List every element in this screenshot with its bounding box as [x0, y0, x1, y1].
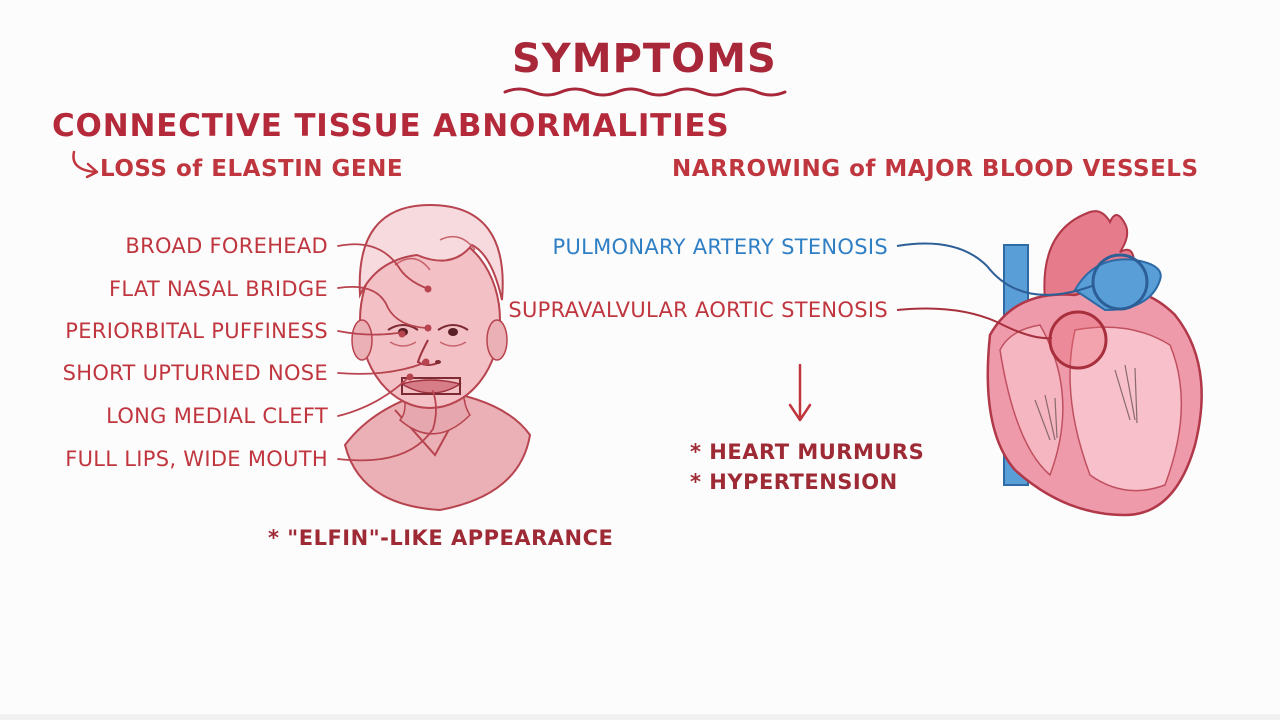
pulmonary-line-2: ARTERY STENOSIS	[692, 235, 888, 259]
elfin-note: * "ELFIN"-LIKE APPEARANCE	[268, 526, 614, 550]
label-periorbital-puffiness: PERIORBITAL PUFFINESS	[65, 319, 328, 343]
vessels-heading: NARROWING of MAJOR BLOOD VESSELS	[672, 156, 1199, 182]
label-broad-forehead: BROAD FOREHEAD	[125, 234, 328, 258]
title-underline	[505, 89, 785, 95]
pulmonary-line-1: PULMONARY	[552, 235, 686, 259]
label-full-lips-wide-mouth: FULL LIPS, WIDE MOUTH	[65, 447, 328, 471]
page-title: SYMPTOMS	[512, 36, 777, 82]
label-flat-nasal-bridge: FLAT NASAL BRIDGE	[108, 277, 328, 301]
label-long-medial-cleft: LONG MEDIAL CLEFT	[106, 404, 328, 428]
section-heading: CONNECTIVE TISSUE ABNORMALITIES	[52, 108, 730, 144]
down-arrow-icon	[790, 365, 810, 420]
aortic-line-1: SUPRAVALVULAR	[508, 298, 689, 322]
face-illustration	[345, 205, 530, 510]
heart-illustration	[988, 211, 1202, 515]
bottom-edge	[0, 714, 1280, 720]
aortic-line-2: AORTIC STENOSIS	[695, 298, 888, 322]
effect-heart-murmurs: * HEART MURMURS	[690, 440, 925, 464]
effect-hypertension: * HYPERTENSION	[690, 470, 898, 494]
label-short-upturned-nose: SHORT UPTURNED NOSE	[62, 361, 328, 385]
section-subheading: LOSS of ELASTIN GENE	[100, 156, 404, 182]
